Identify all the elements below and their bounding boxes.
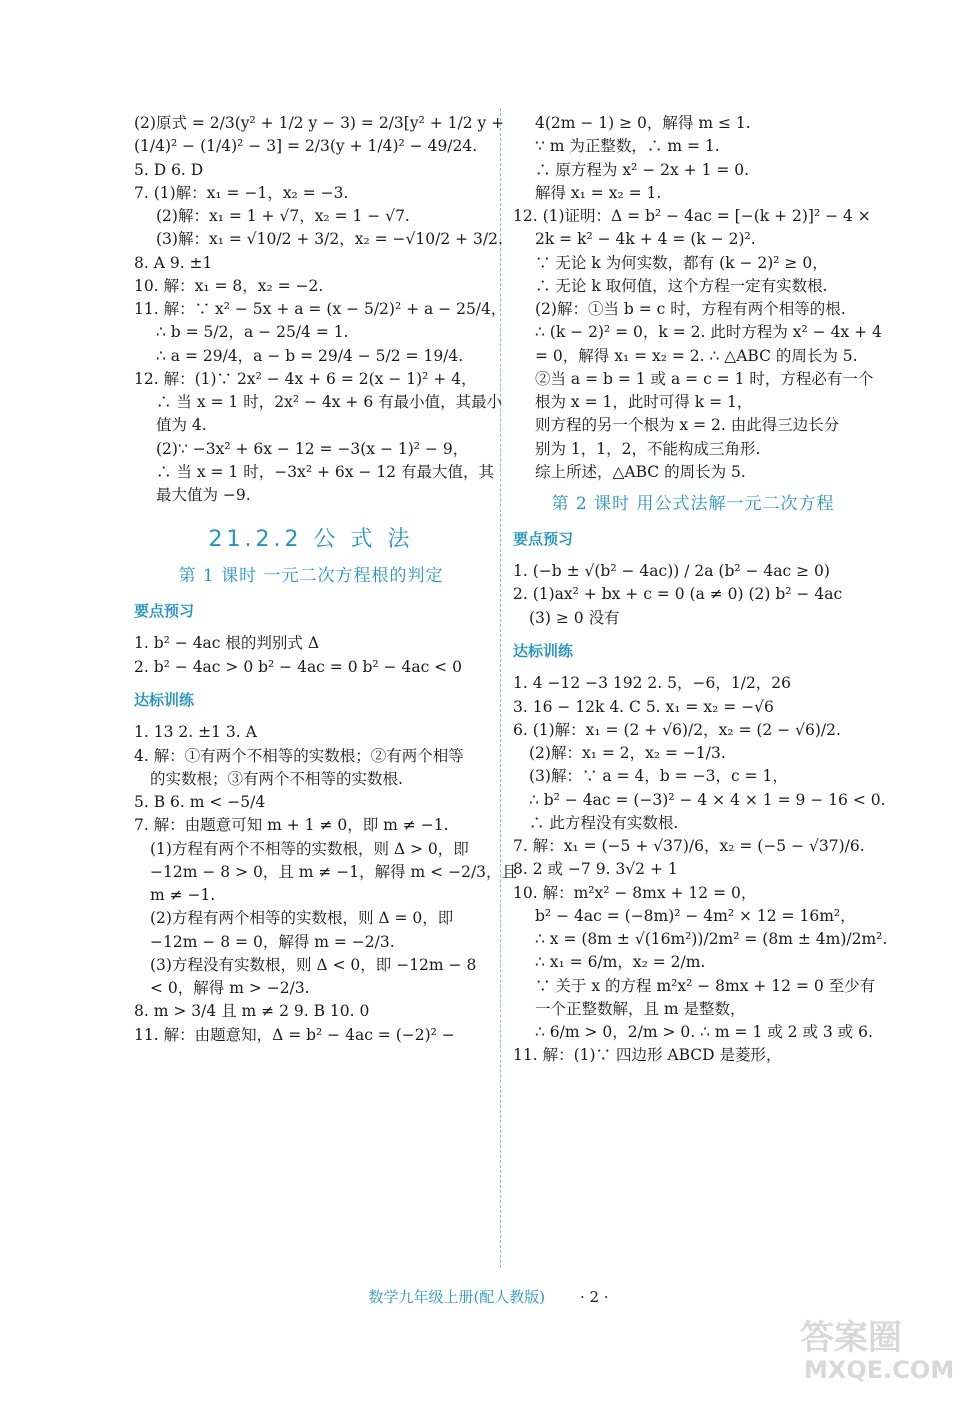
answer-line: 1. 4 −12 −3 192 2. 5，−6，1/2，26 [513, 674, 792, 693]
answer-line: ∵ m 为正整数，∴ m = 1. [535, 137, 720, 156]
answer-line: 4(2m − 1) ≥ 0，解得 m ≤ 1. [535, 114, 751, 132]
watermark-logo: 答案圈 [800, 1318, 902, 1358]
answer-line: ∴ 当 x = 1 时，2x² − 4x + 6 有最小值，其最小 [156, 393, 503, 411]
answer-line: 1. b² − 4ac 根的判别式 Δ [134, 634, 320, 653]
answer-line: 8. A 9. ±1 [134, 253, 213, 272]
answer-line: 11. 解：(1)∵ 四边形 ABCD 是菱形， [513, 1046, 782, 1065]
sub-heading: 达标训练 [513, 641, 574, 660]
answer-line: (2)原式 = 2/3(y² + 1/2 y − 3) = 2/3[y² + 1/2 y + [134, 114, 505, 132]
answer-line: 12. 解：(1)∵ 2x² − 4x + 6 = 2(x − 1)² + 4， [134, 369, 477, 388]
answer-line: 11. 解：由题意知，Δ = b² − 4ac = (−2)² − [134, 1025, 455, 1044]
answer-line: (3) ≥ 0 没有 [529, 608, 620, 627]
answer-line: 8. 2 或 −7 9. 3√2 + 1 [513, 860, 678, 879]
sub-heading: 达标训练 [134, 690, 195, 709]
watermark [790, 1310, 970, 1390]
answer-line: 7. 解：由题意可知 m + 1 ≠ 0，即 m ≠ −1. [134, 816, 449, 835]
answer-line: 2k = k² − 4k + 4 = (k − 2)². [535, 230, 756, 249]
answer-line: 别为 1，1，2，不能构成三角形. [535, 439, 761, 458]
answer-line: 7. 解：x₁ = (−5 + √37)/6，x₂ = (−5 − √37)/6. [513, 837, 865, 855]
answer-line: (3)解：∵ a = 4，b = −3，c = 1， [529, 767, 788, 786]
answer-line: = 0，解得 x₁ = x₂ = 2. ∴ △ABC 的周长为 5. [535, 346, 858, 365]
answer-line: 2. b² − 4ac > 0 b² − 4ac = 0 b² − 4ac < 0 [134, 657, 462, 676]
answer-line: (3)方程没有实数根，则 Δ < 0，即 −12m − 8 [150, 955, 477, 974]
answer-line: (2)解：①当 b = c 时，方程有两个相等的根. [535, 300, 846, 318]
answer-line: 一个正整数解，且 m 是整数， [535, 999, 746, 1018]
answer-line: −12m − 8 > 0，且 m ≠ −1，解得 m < −2/3，且 [150, 862, 518, 881]
answer-line: ∴ (k − 2)² = 0，k = 2. 此时方程为 x² − 4x + 4 [535, 323, 882, 342]
page-number: · 2 · [579, 1288, 609, 1306]
answer-line: 3. 16 − 12k 4. C 5. x₁ = x₂ = −√6 [513, 697, 774, 716]
answer-line: (2)方程有两个相等的实数根，则 Δ = 0，即 [150, 909, 454, 928]
answer-line: 综上所述，△ABC 的周长为 5. [535, 462, 746, 481]
left-column [134, 112, 518, 1047]
answer-line: ∴ 此方程没有实数根. [529, 813, 679, 832]
answer-line: (1)方程有两个不相等的实数根，则 Δ > 0，即 [150, 839, 469, 858]
answer-line: 则方程的另一个根为 x = 2. 由此得三边长分 [535, 416, 840, 435]
answer-line: < 0，解得 m > −2/3. [150, 979, 310, 997]
answer-line: 根为 x = 1，此时可得 k = 1， [535, 393, 753, 411]
answer-line: 的实数根；③有两个不相等的实数根. [150, 769, 403, 788]
answer-line: ∴ 原方程为 x² − 2x + 1 = 0. [535, 160, 750, 179]
answer-line: (2)∵ −3x² + 6x − 12 = −3(x − 1)² − 9， [156, 439, 469, 458]
answer-line: 最大值为 −9. [156, 486, 251, 504]
answer-line: 12. (1)证明：Δ = b² − 4ac = [−(k + 2)]² − 4 × [513, 207, 871, 225]
lesson-title: 第 1 课时 一元二次方程根的判定 [178, 566, 444, 587]
section-title: 21.2.2 公 式 法 [208, 527, 414, 553]
answer-line: 7. (1)解：x₁ = −1，x₂ = −3. [134, 183, 349, 202]
answer-line: ②当 a = b = 1 或 a = c = 1 时，方程必有一个 [535, 369, 874, 388]
answer-line: (2)解：x₁ = 2，x₂ = −1/3. [529, 744, 726, 762]
answer-line: 值为 4. [156, 416, 207, 435]
answer-line: ∴ b = 5/2，a − 25/4 = 1. [156, 323, 349, 342]
answer-line: ∴ 当 x = 1 时，−3x² + 6x − 12 有最大值，其 [156, 462, 494, 481]
lesson-title: 第 2 课时 用公式法解一元二次方程 [551, 494, 835, 514]
answer-line: ∴ b² − 4ac = (−3)² − 4 × 4 × 1 = 9 − 16 < 0. [529, 790, 886, 809]
answer-line: 10. 解：m²x² − 8mx + 12 = 0， [513, 883, 757, 902]
right-column [513, 112, 888, 1068]
column-divider [500, 108, 501, 1268]
answer-line: ∴ x₁ = 6/m，x₂ = 2/m. [535, 953, 706, 972]
watermark-url: MXQE.COM [804, 1356, 955, 1384]
answer-line: 解得 x₁ = x₂ = 1. [535, 183, 662, 202]
answer-line: 4. 解：①有两个不相等的实数根；②有两个相等 [134, 746, 464, 765]
answer-line: 2. (1)ax² + bx + c = 0 (a ≠ 0) (2) b² − 4ac [513, 585, 843, 604]
answer-line: ∴ 无论 k 取何值，这个方程一定有实数根. [535, 276, 828, 295]
answer-line: 5. D 6. D [134, 160, 204, 179]
answer-line: 5. B 6. m < −5/4 [134, 793, 266, 811]
answer-line: (3)解：x₁ = √10/2 + 3/2，x₂ = −√10/2 + 3/2. [156, 230, 503, 249]
answer-line: (2)解：x₁ = 1 + √7，x₂ = 1 − √7. [156, 207, 410, 225]
answer-line: ∴ 6/m > 0，2/m > 0. ∴ m = 1 或 2 或 3 或 6. [535, 1023, 873, 1041]
answer-line: −12m − 8 = 0，解得 m = −2/3. [150, 932, 395, 951]
answer-line: 11. 解：∵ x² − 5x + a = (x − 5/2)² + a − 25/4， [134, 300, 507, 318]
answer-line: m ≠ −1. [150, 886, 216, 904]
answer-line: b² − 4ac = (−8m)² − 4m² × 12 = 16m²， [535, 906, 856, 925]
answer-line: (1/4)² − (1/4)² − 3] = 2/3(y + 1/4)² − 49/24. [134, 137, 478, 156]
answer-line: 1. (−b ± √(b² − 4ac)) / 2a (b² − 4ac ≥ 0) [513, 562, 830, 580]
answer-line: ∵ 关于 x 的方程 m²x² − 8mx + 12 = 0 至少有 [535, 976, 876, 995]
answer-line: ∴ x = (8m ± √(16m²))/2m² = (8m ± 4m)/2m². [535, 930, 888, 948]
answer-line: ∴ a = 29/4，a − b = 29/4 − 5/2 = 19/4. [156, 346, 464, 365]
sub-heading: 要点预习 [134, 601, 195, 620]
answer-line: 6. (1)解：x₁ = (2 + √6)/2，x₂ = (2 − √6)/2. [513, 720, 841, 739]
answer-line: ∵ 无论 k 为何实数，都有 (k − 2)² ≥ 0， [535, 253, 828, 272]
page-footer [0, 1286, 977, 1307]
answer-line: 8. m > 3/4 且 m ≠ 2 9. B 10. 0 [134, 1002, 370, 1021]
sub-heading: 要点预习 [513, 529, 574, 548]
answer-line: 10. 解：x₁ = 8，x₂ = −2. [134, 276, 324, 295]
answer-line: 1. 13 2. ±1 3. A [134, 723, 257, 742]
footer-book-title: 数学九年级上册(配人教版) [368, 1288, 546, 1306]
